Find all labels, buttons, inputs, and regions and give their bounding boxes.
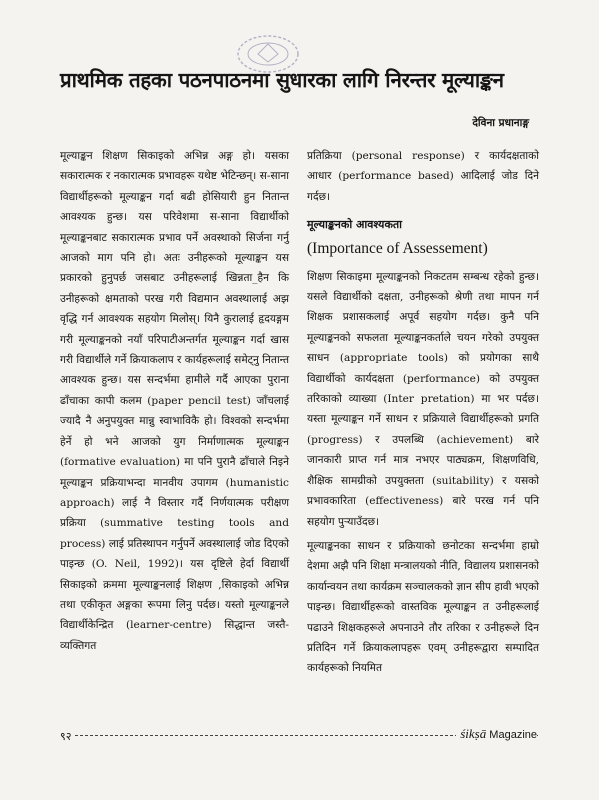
intro-paragraph: प्रतिक्रिया (personal response) र कार्यदक्षताको आधार (performance based) आदिलाई जोड दिने गर्दछ। — [307, 150, 539, 203]
body-paragraph: मूल्याङ्कनका साधन र प्रक्रियाको छनोटका सन्दर्भमा हाम्रो देशमा अझै पनि शिक्षा मन्त्रालयको नीति, विद्यालय प्रशासनको कार्यान्वयन तथा कार्यक्रम सञ्चालकको ज्ञान सीप हावी भएको पाइन्छ। विद्यार्थीहरूको वास्तविक मूल्याङ्कन त उनीहरूलाई पढाउने शिक्षकहरूले अपनाउने तौर तरिका र उनीहरूले दिन प्रतिदिन गर्ने क्रियाकलापहरू एवम् उनीहरूद्वारा सम्पादित कार्यहरूको नियमित — [307, 539, 539, 675]
article-author: देविना प्रधानाङ्ग — [472, 117, 529, 129]
left-column — [60, 146, 289, 660]
article-title: प्राथमिक तहका पठनपाठनमा सुधारका लागि निरन्तर मूल्याङ्कन — [60, 68, 504, 92]
body-paragraph: शिक्षण सिकाइमा मूल्याङ्कनको निकटतम सम्बन्ध रहेको हुन्छ। यसले विद्यार्थीको दक्षता, उनीहरूको श्रेणी तथा मापन गर्न शिक्षक प्रशासकलाई अपूर्व सहयोग गर्दछ। कुनै पनि मूल्याङ्कनको सफलता मूल्याङ्कनकर्ताले चयन गरेको उपयुक्त साधन (appropriate tools) को प्रयोगका साथै विद्यार्थीको कार्यदक्षता (performance) को उपयुक्त तरिकाको व्याख्या (Inter pretation) मा भर पर्दछ। यस्ता मूल्याङ्कन गर्ने साधन र प्रक्रियाले विद्यार्थीहरूको प्रगति (progress) र उपलब्धि (achievement) बारे जानकारी प्राप्त गर्न मात्र नभएर पाठ्यक्रम, शिक्षणविधि, शैक्षिक सामग्रीको उपयुक्तता (suitability) र यसको प्रभावकारिता (effectiveness) बारे परख गर्न पनि सहयोग पुऱ्याउँदछ। — [307, 270, 539, 528]
section-heading: मूल्याङ्कनको आवश्यकता — [307, 218, 403, 232]
body-paragraph: मूल्याङ्कन शिक्षण सिकाइको अभिन्न अङ्ग हो। यसका सकारात्मक र नकारात्मक प्रभावहरू यथेष्ट भेटिन्छन्। स-साना विद्यार्थीहरूको मूल्याङ्कन गर्दा बढी होसियारी हुन नितान्त आवश्यक हुन्छ। यस परिवेशमा स-साना विद्यार्थीको मूल्याङ्कनबाट सकारात्मक प्रभाव पर्ने अवस्थाको सिर्जना गर्नु आजको माग पनि हो। अतः उनीहरूको मूल्याङ्कन यस प्रकारको हुनुपर्छ जसबाट उनीहरूलाई खिन्नता_हैन कि उनीहरूको क्षमताको परख गरी विद्यमान अवस्थालाई अझ वृद्धि गर्न आवश्यक सहयोग मिलोस्। यिनै कुरालाई हृदयङ्गम गरी मूल्याङ्कनको नयाँ परिपाटीअन्तर्गत मूल्याङ्कन गर्दा खास गरी विद्यार्थीले गर्ने क्रियाकलाप र कार्यहरूलाई समेट्नु नितान्त आवश्यक हुन्छ। यस सन्दर्भमा हामीले गर्दै आएका पुराना ढाँचाका कापी कलम (paper pencil test) जाँचलाई ज्यादै नै अनुपयुक्त मान्नु स्वाभाविकै हो। विश्वको सन्दर्भमा हेर्ने हो भने आजको युग निर्माणात्मक मूल्याङ्कन (formative evaluation) मा पनि पुरानै ढाँचाले निइने मूल्याङ्कन प्रक्रियाभन्दा मानवीय उपागम (humanistic approach) लाई नै विस्तार गर्दै निर्णयात्मक परीक्षण प्रक्रिया (summative testing tools and process) लाई प्रतिस्थापन गर्नुपर्ने अवस्थालाई जोड दिएको पाइन्छ (O. Neil, 1992)। यस दृष्टिले हेर्दा विद्यार्थी सिकाइको क्रममा मूल्याङ्कनलाई शिक्षण ,सिकाइको अभिन्न तथा एकीकृत अङ्गका रूपमा लिनु पर्दछ। यस्तो मूल्याङ्कनले विद्यार्थीकेन्द्रित (learner-centre) सिद्धान्त जस्तै- व्यक्तिगत — [60, 150, 289, 652]
magazine-name-italic: śikṣā — [460, 726, 487, 741]
right-column — [307, 146, 539, 683]
magazine-name-word: Magazine — [489, 729, 537, 741]
section-heading-english: (Importance of Assessement) — [307, 239, 488, 257]
page-number: ९२ — [60, 729, 75, 744]
magazine-name — [456, 726, 537, 742]
